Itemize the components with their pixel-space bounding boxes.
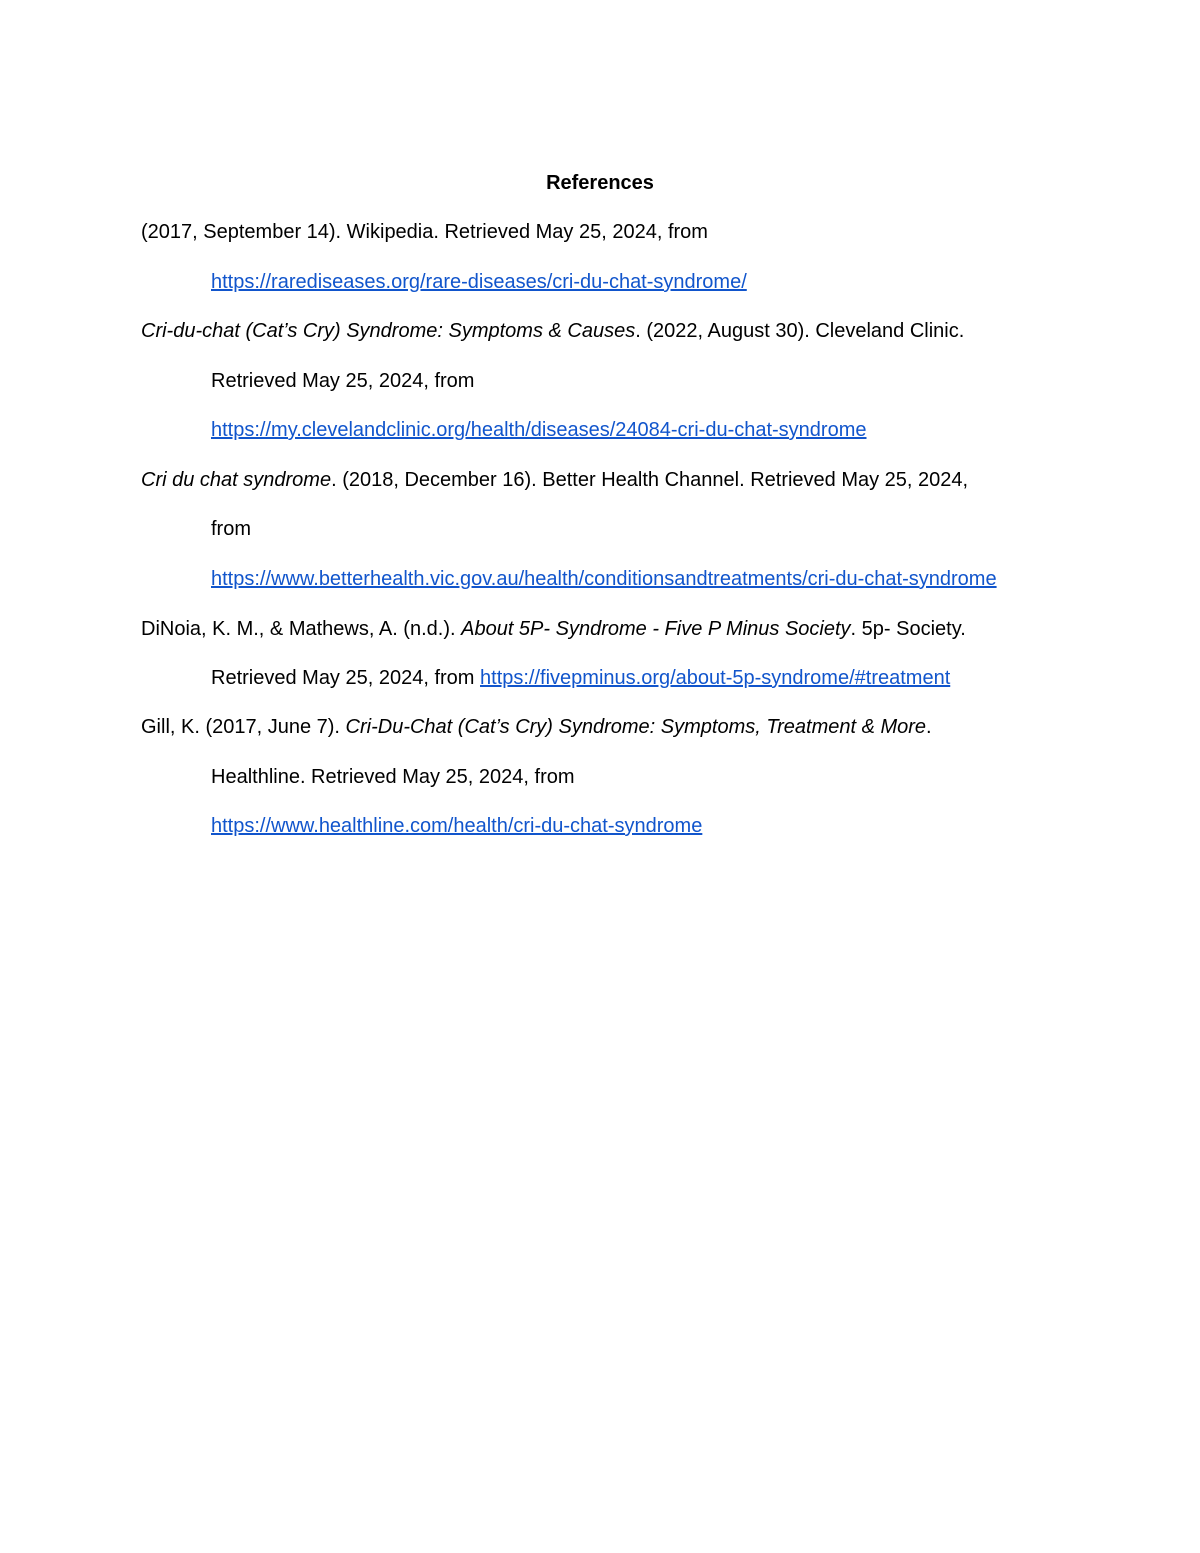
reference-2-line-1 [141, 318, 964, 344]
reference-1-line-1 [141, 219, 708, 245]
reference-5-line-2 [211, 764, 575, 790]
reference-4-details: . 5p- Society. [850, 618, 966, 640]
reference-4-line-2 [211, 665, 950, 691]
reference-3-title: Cri du chat syndrome [141, 469, 332, 491]
reference-5-link[interactable]: https://www.healthline.com/health/cri-du-chat-syndrome [211, 815, 703, 837]
reference-3-line-3 [211, 566, 997, 592]
reference-4-link[interactable]: https://fivepminus.org/about-5p-syndrome/#treatment [480, 667, 951, 689]
reference-1-line-2 [211, 269, 747, 295]
reference-3-details: . (2018, December 16). Better Health Channel. Retrieved May 25, 2024, [331, 469, 969, 491]
reference-5-line-1 [141, 714, 932, 740]
reference-3-retrieved: from [211, 518, 251, 540]
reference-1-text: (2017, September 14). Wikipedia. Retrieved May 25, 2024, from [141, 221, 708, 243]
reference-2-retrieved: Retrieved May 25, 2024, from [211, 370, 475, 392]
reference-4-title: About 5P- Syndrome - Five P Minus Society [461, 618, 851, 640]
reference-2-line-2 [211, 368, 474, 394]
reference-2-link[interactable]: https://my.clevelandclinic.org/health/diseases/24084-cri-du-chat-syndrome [211, 419, 867, 441]
reference-5-title: Cri-Du-Chat (Cat’s Cry) Syndrome: Symptoms, Treatment & More [345, 716, 927, 738]
reference-3-link[interactable]: https://www.betterhealth.vic.gov.au/health/conditionsandtreatments/cri-du-chat-syndrome [211, 568, 997, 590]
reference-5-details: . [926, 716, 932, 738]
reference-4-line-1 [141, 616, 966, 642]
reference-2-title: Cri-du-chat (Cat’s Cry) Syndrome: Symptoms & Causes [141, 320, 636, 342]
reference-5-line-3 [211, 813, 702, 839]
reference-2-line-3 [211, 417, 867, 443]
page-title: References [546, 172, 654, 194]
reference-4-retrieved: Retrieved May 25, 2024, from [211, 667, 481, 689]
reference-3-line-2 [211, 516, 251, 542]
reference-5-authors: Gill, K. (2017, June 7). [141, 716, 346, 738]
reference-4-authors: DiNoia, K. M., & Mathews, A. (n.d.). [141, 618, 462, 640]
reference-2-details: . (2022, August 30). Cleveland Clinic. [635, 320, 965, 342]
reference-1-link[interactable]: https://rarediseases.org/rare-diseases/cri-du-chat-syndrome/ [211, 271, 747, 293]
reference-3-line-1 [141, 467, 968, 493]
reference-5-retrieved: Healthline. Retrieved May 25, 2024, from [211, 766, 575, 788]
